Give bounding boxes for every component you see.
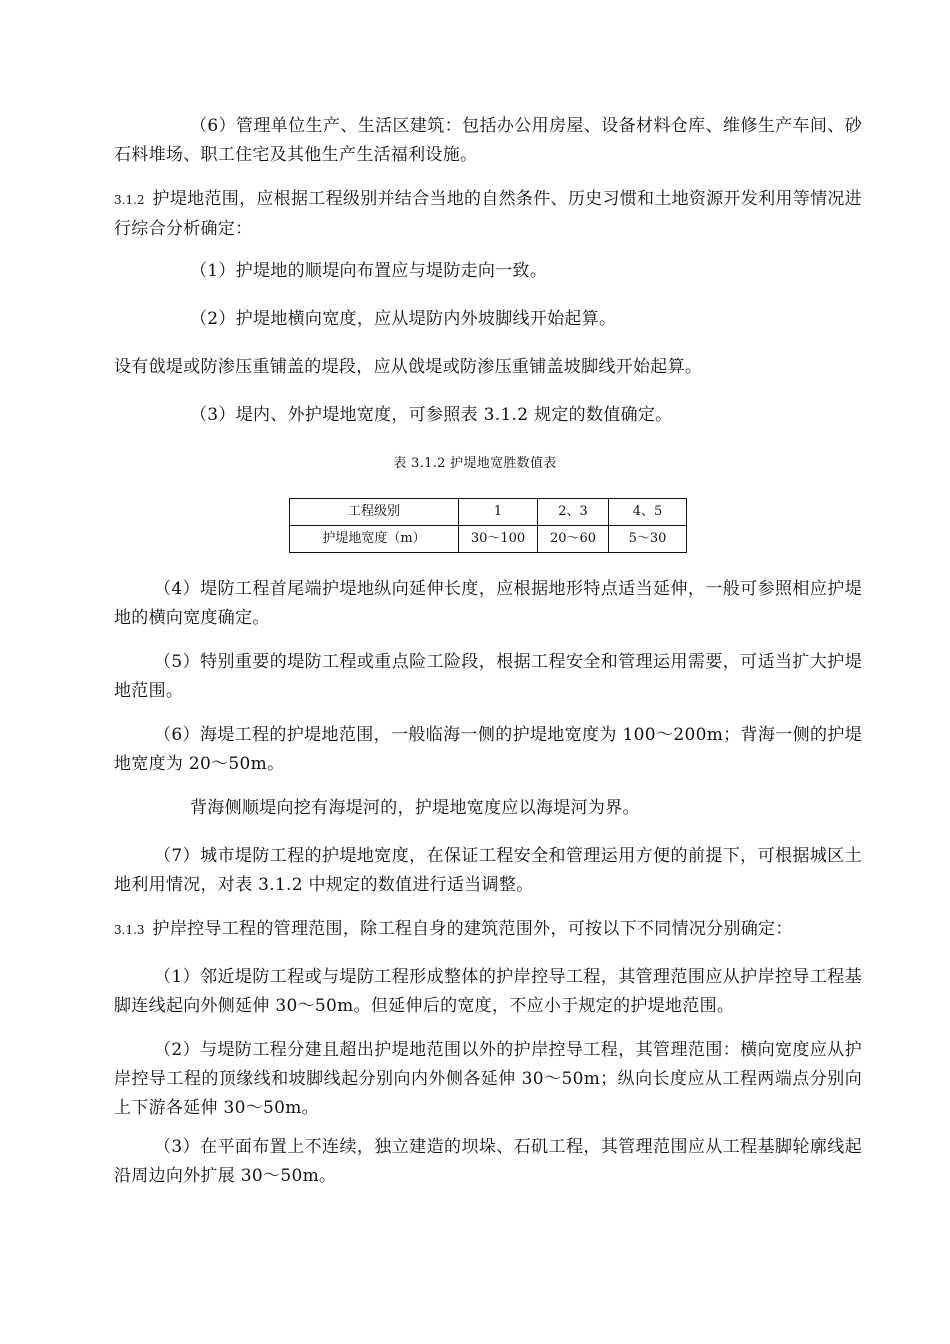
paragraph: 设有戗堤或防渗压重铺盖的堤段，应从戗堤或防渗压重铺盖坡脚线开始起算。 [114, 357, 703, 377]
paragraph: （5）特别重要的堤防工程或重点险工险段，根据工程安全和管理运用需要，可适当扩大护堤地范围。 [114, 652, 862, 701]
paragraph: 背海侧顺堤向挖有海堤河的，护堤地宽度应以海堤河为界。 [190, 798, 640, 818]
width-table [289, 498, 687, 553]
table-cell: 20～60 [538, 526, 609, 553]
table-cell: 工程级别 [290, 499, 459, 526]
table-cell: 护堤地宽度（m） [290, 526, 459, 553]
paragraph: （4）堤防工程首尾端护堤地纵向延伸长度，应根据地形特点适当延伸，一般可参照相应护堤地的横向宽度确定。 [114, 579, 862, 628]
section-number: 3.1.2 [114, 193, 145, 207]
paragraph: （2）与堤防工程分建且超出护堤地范围以外的护岸控导工程，其管理范围：横向宽度应从护岸控导工程的顶缘线和坡脚线起分别向内外侧各延伸 30～50m；纵向长度应从工程两端点分别向上下游各延伸 30～50m。 [114, 1040, 862, 1118]
table-row [290, 499, 687, 526]
paragraph: （1）邻近堤防工程或与堤防工程形成整体的护岸控导工程，其管理范围应从护岸控导工程基脚连线起向外侧延伸 30～50m。但延伸后的宽度，不应小于规定的护堤地范围。 [114, 967, 862, 1016]
section-text: 护堤地范围，应根据工程级别并结合当地的自然条件、历史习惯和土地资源开发利用等情况进行综合分析确定： [114, 189, 862, 239]
paragraph: （1）护堤地的顺堤向布置应与堤防走向一致。 [190, 261, 548, 281]
section-text: 护岸控导工程的管理范围，除工程自身的建筑范围外，可按以下不同情况分别确定： [152, 919, 793, 939]
paragraph: （3）堤内、外护堤地宽度，可参照表 3.1.2 规定的数值确定。 [190, 405, 673, 425]
section-3-1-3 [114, 915, 862, 945]
section-3-1-2 [114, 185, 862, 244]
table-cell: 30～100 [459, 526, 538, 553]
table-cell: 1 [459, 499, 538, 526]
paragraph: （2）护堤地横向宽度，应从堤防内外坡脚线开始起算。 [190, 309, 617, 329]
table-row [290, 526, 687, 553]
paragraph: （6）海堤工程的护堤地范围，一般临海一侧的护堤地宽度为 100～200m；背海一侧的护堤地宽度为 20～50m。 [114, 725, 862, 774]
paragraph: （7）城市堤防工程的护堤地宽度，在保证工程安全和管理运用方便的前提下，可根据城区土地利用情况，对表 3.1.2 中规定的数值进行适当调整。 [114, 846, 862, 895]
table-cell: 2、3 [538, 499, 609, 526]
table-caption: 表 3.1.2 护堤地宽胜数值表 [393, 456, 557, 471]
section-number: 3.1.3 [114, 923, 145, 937]
paragraph: （6）管理单位生产、生活区建筑：包括办公用房屋、设备材料仓库、维修生产车间、砂石料堆场、职工住宅及其他生产生活福利设施。 [114, 116, 862, 165]
table-cell: 4、5 [609, 499, 687, 526]
table-cell: 5～30 [609, 526, 687, 553]
paragraph: （3）在平面布置上不连续，独立建造的坝垛、石矶工程，其管理范围应从工程基脚轮廓线起沿周边向外扩展 30～50m。 [114, 1137, 862, 1186]
